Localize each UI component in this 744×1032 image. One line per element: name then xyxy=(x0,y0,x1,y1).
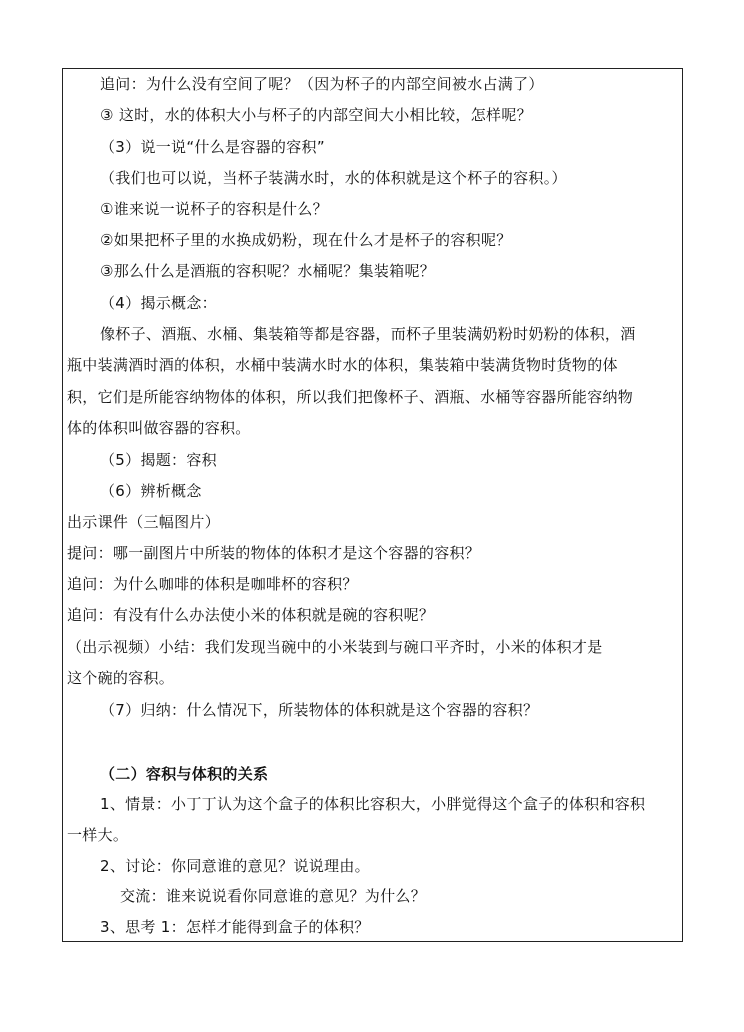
text-line: （我们也可以说，当杯子装满水时，水的体积就是这个杯子的容积。） xyxy=(100,169,567,187)
text-line: 出示课件（三幅图片） xyxy=(67,513,221,531)
text-line: 1、情景：小丁丁认为这个盒子的体积比容积大，小胖觉得这个盒子的体积和容积 xyxy=(100,795,646,813)
text-line: 瓶中装满酒时酒的体积，水桶中装满水时水的体积，集装箱中装满货物时货物的体 xyxy=(67,356,618,374)
text-line: （6）辨析概念 xyxy=(100,482,202,500)
text-line: 一样大。 xyxy=(67,826,129,844)
text-line: ①谁来说一说杯子的容积是什么？ xyxy=(100,200,328,218)
text-line: 体的体积叫做容器的容积。 xyxy=(67,419,251,437)
text-line: 追问：为什么没有空间了呢？（因为杯子的内部空间被水占满了） xyxy=(100,75,544,93)
text-line: 3、思考 1：怎样才能得到盒子的体积？ xyxy=(100,918,370,936)
text-line: （4）揭示概念： xyxy=(100,294,217,312)
text-line: 交流：谁来说说看你同意谁的意见？为什么？ xyxy=(120,887,427,905)
text-line: 像杯子、酒瓶、水桶、集装箱等都是容器，而杯子里装满奶粉时奶粉的体积，酒 xyxy=(100,325,636,343)
text-line: ③那么什么是酒瓶的容积呢？水桶呢？集装箱呢？ xyxy=(100,262,436,280)
section-heading: （二）容积与体积的关系 xyxy=(100,765,269,783)
text-line: （5）揭题：容积 xyxy=(100,451,217,469)
text-line: （出示视频）小结：我们发现当碗中的小米装到与碗口平齐时，小米的体积才是 xyxy=(67,638,603,656)
text-line: ③ 这时，水的体积大小与杯子的内部空间大小相比较，怎样呢？ xyxy=(100,106,532,124)
text-line: （7）归纳：什么情况下，所装物体的体积就是这个容器的容积？ xyxy=(100,701,539,719)
text-line: 这个碗的容积。 xyxy=(67,669,175,687)
text-line: 提问：哪一副图片中所装的物体的体积才是这个容器的容积？ xyxy=(67,544,481,562)
text-line: 积，它们是所能容纳物体的体积，所以我们把像杯子、酒瓶、水桶等容器所能容纳物 xyxy=(67,388,634,406)
text-line: 追问：为什么咖啡的体积是咖啡杯的容积？ xyxy=(67,575,358,593)
text-line: 2、讨论：你同意谁的意见？说说理由。 xyxy=(100,857,370,875)
text-line: 追问：有没有什么办法使小米的体积就是碗的容积呢？ xyxy=(67,606,435,624)
text-line: ②如果把杯子里的水换成奶粉，现在什么才是杯子的容积呢？ xyxy=(100,231,512,249)
text-line: （3）说一说“什么是容器的容积” xyxy=(100,138,325,156)
